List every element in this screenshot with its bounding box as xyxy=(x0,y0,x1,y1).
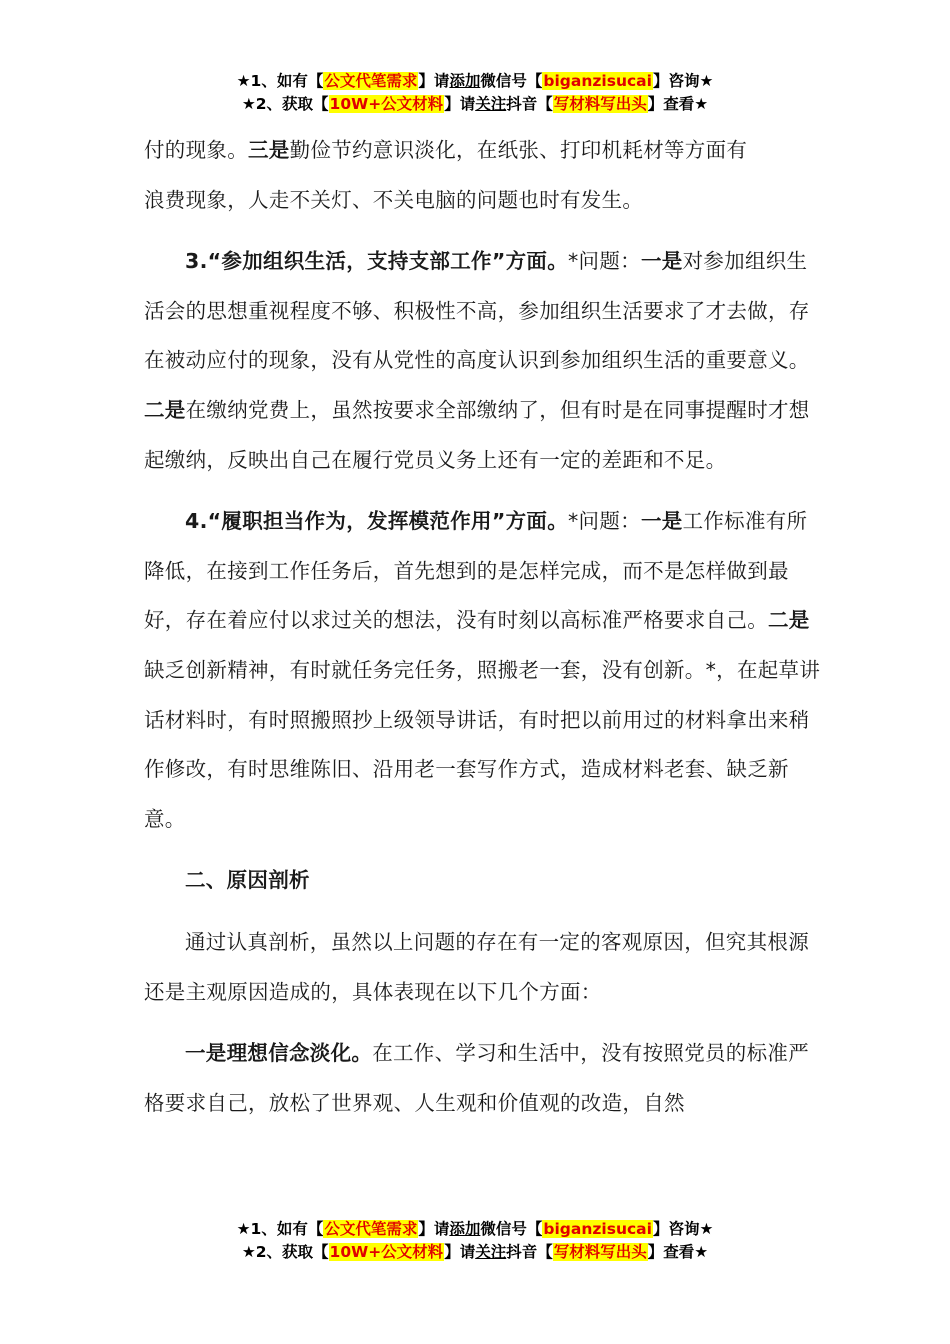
banner-text: 微信号【 xyxy=(480,1220,543,1238)
banner-line-1 xyxy=(0,1218,950,1241)
keyword: 一是理想信念淡化。 xyxy=(185,1041,373,1066)
banner-text: 】请 xyxy=(444,1243,476,1261)
highlight-text: 写材料写出头 xyxy=(553,95,647,113)
highlight-text: 写材料写出头 xyxy=(553,1243,647,1261)
paragraph-reason-1 xyxy=(144,1029,824,1128)
banner-line-2 xyxy=(0,93,950,116)
banner-text: ★2、获取【 xyxy=(241,95,329,113)
keyword: 一是 xyxy=(640,249,683,274)
keyword: 三是 xyxy=(248,138,290,162)
banner-text: 】查看★ xyxy=(647,95,709,113)
banner-text: 】咨询★ xyxy=(652,1220,714,1238)
banner-text: ★2、获取【 xyxy=(241,1243,329,1261)
banner-text: 】请 xyxy=(444,95,476,113)
underlined-text: 添加 xyxy=(449,72,481,90)
banner-text: 】咨询★ xyxy=(652,72,714,90)
banner-text: 】请 xyxy=(418,1220,450,1238)
paragraph-item-3 xyxy=(144,237,824,485)
item-heading: 4.“履职担当作为，发挥模范作用”方面。 xyxy=(185,509,568,534)
text: 工作标准有所降低，在接到工作任务后，首先想到的是怎样完成，而不是怎样做到最好，存在着应付以求过关的想法，没有时刻以高标准严格要求自己。 xyxy=(144,509,808,633)
wechat-id: biganzisucai xyxy=(543,72,652,90)
document-body xyxy=(144,126,824,1128)
keyword: 一是 xyxy=(640,509,683,534)
text: 在工作、学习和生活中，没有按照党员的标准严格要求自己，放松了世界观、人生观和价值观的改造，自然 xyxy=(144,1041,810,1115)
text: 缺乏创新精神，有时就任务完任务，照搬老一套，没有创新。*，在起草讲话材料时，有时照搬照抄上级领导讲话，有时把以前用过的材料拿出来稍作修改，有时思维陈旧、沿用老一套写作方式，造成材料老套、缺乏新意。 xyxy=(144,657,821,831)
text: *问题： xyxy=(568,509,641,534)
banner-text: 】请 xyxy=(418,72,450,90)
text: 浪费现象，人走不关灯、不关电脑的问题也时有发生。 xyxy=(144,187,644,212)
highlight-text: 公文代笔需求 xyxy=(324,1220,418,1238)
underlined-text: 关注 xyxy=(475,95,507,113)
highlight-text: 10W+公文材料 xyxy=(329,1243,444,1261)
underlined-text: 添加 xyxy=(449,1220,481,1238)
keyword: 二是 xyxy=(768,608,810,633)
paragraph-item-4 xyxy=(144,497,824,844)
keyword: 二是 xyxy=(144,397,186,422)
text: 付的现象。 xyxy=(144,138,248,162)
text: *问题： xyxy=(568,249,641,274)
text: 在缴纳党费上，虽然按要求全部缴纳了，但有时是在同事提醒时才想起缴纳，反映出自己在履行党员义务上还有一定的差距和不足。 xyxy=(144,397,810,472)
underlined-text: 关注 xyxy=(475,1243,507,1261)
banner-text: 】查看★ xyxy=(647,1243,709,1261)
section-title: 二、原因剖析 xyxy=(185,868,310,893)
item-heading: 3.“参加组织生活，支持支部工作”方面。 xyxy=(185,249,568,274)
highlight-text: 公文代笔需求 xyxy=(324,72,418,90)
banner-text: 抖音【 xyxy=(506,95,553,113)
paragraph-analysis: 通过认真剖析，虽然以上问题的存在有一定的客观原因，但究其根源还是主观原因造成的，具体表现在以下几个方面： xyxy=(144,929,809,1004)
highlight-text: 10W+公文材料 xyxy=(329,95,444,113)
paragraph-continuation xyxy=(144,126,824,225)
banner-text: 抖音【 xyxy=(506,1243,553,1261)
banner-line-1 xyxy=(0,70,950,93)
header-banner xyxy=(0,70,950,116)
wechat-id: biganzisucai xyxy=(543,1220,652,1238)
banner-text: 微信号【 xyxy=(480,72,543,90)
text: 对参加组织生活会的思想重视程度不够、积极性不高，参加组织生活要求了才去做，存在被动应付的现象，没有从党性的高度认识到参加组织生活的重要意义。 xyxy=(144,249,810,373)
banner-line-2 xyxy=(0,1241,950,1264)
section-heading xyxy=(144,856,824,906)
banner-text: ★1、如有【 xyxy=(236,1220,324,1238)
banner-text: ★1、如有【 xyxy=(236,72,324,90)
footer-banner xyxy=(0,1218,950,1264)
text: 勤俭节约意识淡化，在纸张、打印机耗材等方面有 xyxy=(289,138,748,162)
